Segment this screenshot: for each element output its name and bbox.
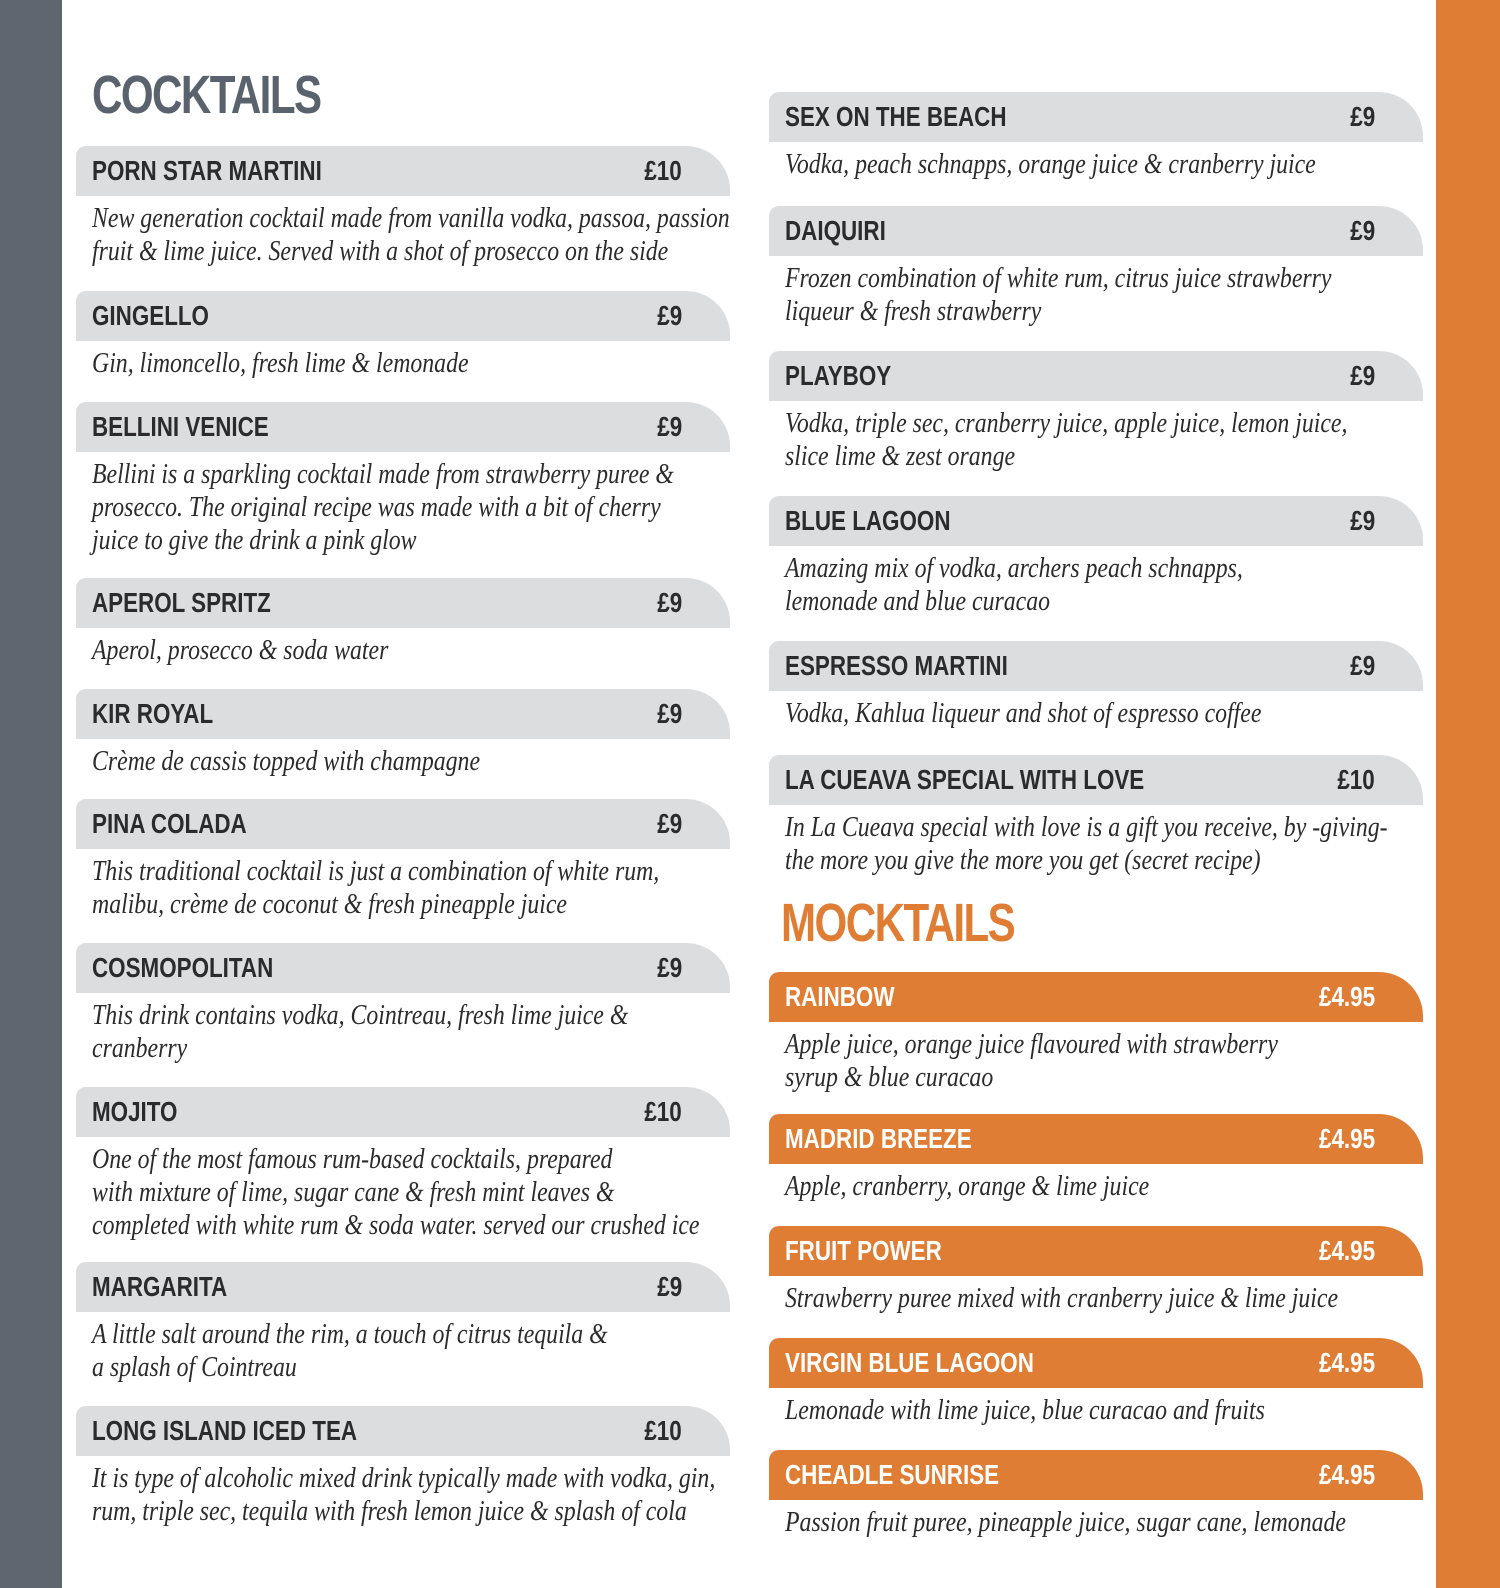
description-line: Apple, cranberry, orange & lime juice: [785, 1171, 1150, 1202]
menu-item-name: SEX ON THE BEACH: [785, 101, 1007, 132]
description-line: In La Cueava special with love is a gift you receive, by -giving-: [785, 812, 1388, 843]
menu-item-price: £10: [644, 1096, 682, 1127]
menu-item: [76, 402, 730, 557]
description-line: the more you give the more you get (secret recipe): [785, 845, 1261, 876]
menu-item-description: [785, 1028, 1327, 1094]
menu-item-header-bar: [76, 943, 730, 993]
menu-item-description: [92, 855, 660, 921]
menu-item-description: [92, 999, 634, 1065]
menu-item-description: [92, 745, 634, 778]
description-line: cranberry: [92, 1033, 188, 1064]
menu-item-price: £4.95: [1318, 1347, 1375, 1378]
description-line: Amazing mix of vodka, archers peach schnapps,: [785, 553, 1243, 584]
description-line: This drink contains vodka, Cointreau, fresh lime juice &: [92, 1000, 629, 1031]
menu-item-name: BELLINI VENICE: [92, 411, 269, 442]
description-line: Passion fruit puree, pineapple juice, sugar cane, lemonade: [785, 1507, 1346, 1538]
menu-item-price: £9: [657, 952, 682, 983]
menu-item-name: BLUE LAGOON: [785, 505, 951, 536]
description-line: juice to give the drink a pink glow: [92, 525, 417, 556]
menu-item: [76, 689, 730, 778]
menu-item-price: £9: [657, 411, 682, 442]
menu-item-description: [785, 1394, 1327, 1427]
menu-item-name: MADRID BREEZE: [785, 1123, 972, 1154]
description-line: Bellini is a sparkling cocktail made from strawberry puree &: [92, 459, 674, 490]
menu-item: [76, 1406, 730, 1528]
menu-item-name: VIRGIN BLUE LAGOON: [785, 1347, 1034, 1378]
menu-item-description: [785, 552, 1327, 618]
menu-item: [769, 206, 1423, 328]
description-line: Apple juice, orange juice flavoured with strawberry: [785, 1029, 1278, 1060]
menu-item: [769, 1114, 1423, 1203]
description-line: It is type of alcoholic mixed drink typically made with vodka, gin,: [92, 1463, 716, 1494]
menu-item-header-bar: [76, 799, 730, 849]
menu-item: [769, 1338, 1423, 1427]
menu-item: [769, 641, 1423, 730]
menu-item: [769, 972, 1423, 1094]
menu-item-price: £9: [1350, 505, 1375, 536]
menu-item-header-bar: [769, 1226, 1423, 1276]
menu-item-name: CHEADLE SUNRISE: [785, 1459, 1000, 1490]
menu-item-name: ESPRESSO MARTINI: [785, 650, 1008, 681]
menu-item-name: DAIQUIRI: [785, 215, 886, 246]
menu-item-header-bar: [76, 146, 730, 196]
mocktails-heading: MOCKTAILS: [781, 893, 1015, 953]
menu-item-price: £10: [1337, 764, 1375, 795]
menu-item-header-bar: [769, 972, 1423, 1022]
menu-item-header-bar: [769, 206, 1423, 256]
menu-item-description: [785, 407, 1348, 473]
menu-item-header-bar: [76, 402, 730, 452]
description-line: This traditional cocktail is just a combination of white rum,: [92, 856, 660, 887]
menu-item-description: [92, 1318, 634, 1384]
menu-item-price: £9: [657, 698, 682, 729]
menu-item-header-bar: [76, 1262, 730, 1312]
description-line: Strawberry puree mixed with cranberry juice & lime juice: [785, 1283, 1339, 1314]
menu-item: [76, 943, 730, 1065]
menu-item-price: £9: [1350, 360, 1375, 391]
menu-item: [769, 1450, 1423, 1539]
menu-item-name: PINA COLADA: [92, 808, 247, 839]
menu-item-price: £9: [657, 808, 682, 839]
description-line: with mixture of lime, sugar cane & fresh mint leaves &: [92, 1177, 615, 1208]
menu-item-description: [92, 458, 674, 557]
menu-item-description: [92, 202, 730, 268]
menu-item-header-bar: [76, 1406, 730, 1456]
menu-item: [76, 146, 730, 268]
menu-item-price: £4.95: [1318, 1123, 1375, 1154]
description-line: New generation cocktail made from vanilla vodka, passoa, passion: [92, 203, 730, 234]
description-line: syrup & blue curacao: [785, 1062, 994, 1093]
cocktails-heading: COCKTAILS: [92, 65, 321, 125]
menu-item-header-bar: [769, 496, 1423, 546]
menu-item-header-bar: [769, 92, 1423, 142]
description-line: Vodka, peach schnapps, orange juice & cranberry juice: [785, 149, 1316, 180]
description-line: completed with white rum & soda water. served our crushed ice: [92, 1210, 700, 1241]
description-line: slice lime & zest orange: [785, 441, 1016, 472]
description-line: malibu, crème de coconut & fresh pineapple juice: [92, 889, 567, 920]
menu-item: [769, 755, 1423, 877]
description-line: A little salt around the rim, a touch of citrus tequila &: [92, 1319, 608, 1350]
menu-item-header-bar: [769, 1450, 1423, 1500]
menu-item-name: PLAYBOY: [785, 360, 892, 391]
menu-item-description: [785, 697, 1327, 730]
menu-item-header-bar: [76, 1087, 730, 1137]
menu-item-name: COSMOPOLITAN: [92, 952, 274, 983]
description-line: prosecco. The original recipe was made with a bit of cherry: [92, 492, 661, 523]
menu-item-header-bar: [769, 641, 1423, 691]
menu-item-description: [92, 634, 634, 667]
menu-item-price: £9: [657, 300, 682, 331]
menu-item-name: RAINBOW: [785, 981, 895, 1012]
menu-item-name: GINGELLO: [92, 300, 209, 331]
description-line: Gin, limoncello, fresh lime & lemonade: [92, 348, 469, 379]
menu-item-header-bar: [769, 1114, 1423, 1164]
menu-item-price: £4.95: [1318, 1235, 1375, 1266]
menu-item-price: £10: [644, 155, 682, 186]
menu-item-name: MOJITO: [92, 1096, 178, 1127]
menu-item: [76, 1087, 730, 1242]
description-line: Crème de cassis topped with champagne: [92, 746, 481, 777]
description-line: Vodka, triple sec, cranberry juice, apple juice, lemon juice,: [785, 408, 1348, 439]
menu-item-name: FRUIT POWER: [785, 1235, 942, 1266]
menu-item-description: [785, 262, 1332, 328]
menu-item-description: [785, 1282, 1339, 1315]
menu-item-name: APEROL SPRITZ: [92, 587, 271, 618]
menu-item: [769, 92, 1423, 181]
left-decorative-band: [0, 0, 62, 1588]
description-line: Frozen combination of white rum, citrus juice strawberry: [785, 263, 1332, 294]
menu-item: [769, 351, 1423, 473]
menu-item: [76, 1262, 730, 1384]
description-line: liqueur & fresh strawberry: [785, 296, 1042, 327]
menu-item-name: LA CUEAVA SPECIAL WITH LOVE: [785, 764, 1145, 795]
menu-item-description: [92, 347, 634, 380]
menu-item-description: [785, 1506, 1346, 1539]
menu-item-price: £9: [1350, 215, 1375, 246]
menu-item-name: LONG ISLAND ICED TEA: [92, 1415, 358, 1446]
menu-item-description: [785, 1170, 1327, 1203]
menu-item: [76, 578, 730, 667]
menu-item-price: £10: [644, 1415, 682, 1446]
menu-item-header-bar: [769, 351, 1423, 401]
menu-item: [769, 1226, 1423, 1315]
menu-item-header-bar: [769, 1338, 1423, 1388]
menu-item: [76, 291, 730, 380]
menu-item-price: £9: [657, 1271, 682, 1302]
menu-item-price: £4.95: [1318, 981, 1375, 1012]
menu-item-description: [92, 1143, 700, 1242]
menu-item-header-bar: [769, 755, 1423, 805]
description-line: Lemonade with lime juice, blue curacao and fruits: [785, 1395, 1265, 1426]
description-line: rum, triple sec, tequila with fresh lemon juice & splash of cola: [92, 1496, 687, 1527]
menu-item-name: PORN STAR MARTINI: [92, 155, 322, 186]
menu-item-description: [785, 148, 1327, 181]
menu-item-header-bar: [76, 689, 730, 739]
menu-item-price: £9: [1350, 101, 1375, 132]
description-line: One of the most famous rum-based cocktails, prepared: [92, 1144, 613, 1175]
right-decorative-band: [1436, 0, 1500, 1588]
menu-item-price: £9: [1350, 650, 1375, 681]
menu-item-name: KIR ROYAL: [92, 698, 214, 729]
description-line: a splash of Cointreau: [92, 1352, 297, 1383]
menu-item-price: £4.95: [1318, 1459, 1375, 1490]
menu-item-name: MARGARITA: [92, 1271, 228, 1302]
description-line: fruit & lime juice. Served with a shot of prosecco on the side: [92, 236, 669, 267]
menu-item-header-bar: [76, 291, 730, 341]
description-line: Aperol, prosecco & soda water: [92, 635, 389, 666]
menu-item-price: £9: [657, 587, 682, 618]
description-line: Vodka, Kahlua liqueur and shot of espresso coffee: [785, 698, 1262, 729]
menu-item-header-bar: [76, 578, 730, 628]
description-line: lemonade and blue curacao: [785, 586, 1051, 617]
menu-item: [769, 496, 1423, 618]
menu-item: [76, 799, 730, 921]
menu-item-description: [785, 811, 1388, 877]
menu-item-description: [92, 1462, 716, 1528]
